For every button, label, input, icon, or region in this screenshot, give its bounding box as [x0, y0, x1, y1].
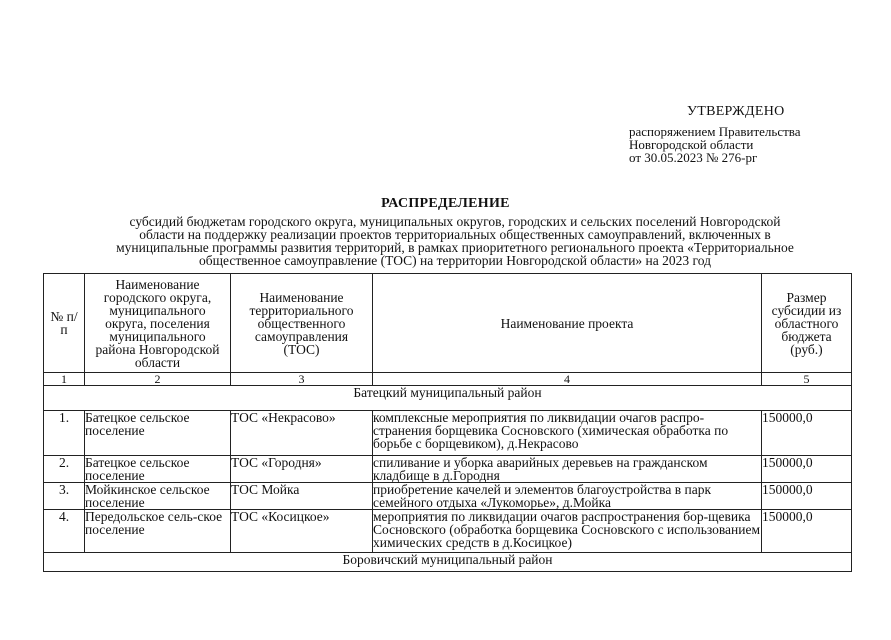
row-tos: ТОС Мойка — [231, 483, 373, 510]
column-number: 1 — [44, 373, 85, 386]
row-num: 2. — [44, 456, 85, 483]
row-subsidy: 150000,0 — [762, 456, 852, 483]
row-project: спиливание и уборка аварийных деревьев на гражданском кладбище в д.Городня — [373, 456, 762, 483]
row-num: 4. — [44, 510, 85, 553]
table-header-row — [44, 274, 852, 373]
row-num: 1. — [44, 411, 85, 456]
header-subsidy: Размер субсидии из областного бюджета (руб.) — [762, 274, 852, 373]
table-row — [44, 483, 852, 510]
row-municipality: Батецкое сельское поселение — [85, 411, 231, 456]
column-number: 2 — [85, 373, 231, 386]
row-tos: ТОС «Некрасово» — [231, 411, 373, 456]
row-tos: ТОС «Косицкое» — [231, 510, 373, 553]
row-subsidy: 150000,0 — [762, 411, 852, 456]
approval-block — [629, 125, 801, 164]
document-title: РАСПРЕДЕЛЕНИЕ — [381, 196, 510, 211]
district-name: Батецкий муниципальный район — [44, 386, 852, 411]
district-name: Боровичский муниципальный район — [44, 553, 852, 572]
district-row — [44, 386, 852, 411]
header-municipality: Наименование городского округа, муниципального округа, поселения муниципального района Новгородской области — [85, 274, 231, 373]
subtitle-line: муниципальные программы развития территорий, в рамках приоритетного регионального проекта «Территориальное — [116, 240, 794, 255]
approval-line: от 30.05.2023 № 276-рг — [629, 150, 758, 165]
column-number: 3 — [231, 373, 373, 386]
header-tos: Наименование территориального общественного самоуправления (ТОС) — [231, 274, 373, 373]
approval-line: распоряжением Правительства — [629, 124, 801, 139]
header-project: Наименование проекта — [373, 274, 762, 373]
table-row — [44, 411, 852, 456]
subtitle-line: области на поддержку реализации проектов территориальных общественных самоуправлений, включенных в — [139, 227, 771, 242]
row-tos: ТОС «Городня» — [231, 456, 373, 483]
subtitle-line: субсидий бюджетам городского округа, муниципальных округов, городских и сельских поселений Новгородской — [129, 214, 781, 229]
column-number: 5 — [762, 373, 852, 386]
row-project: комплексные мероприятия по ликвидации очагов распро-странения борщевика Сосновского (химическая обработка по борьбе с борщевиком), д.Некрасово — [373, 411, 762, 456]
row-project: мероприятия по ликвидации очагов распространения бор-щевика Сосновского (обработка борщевика Сосновского с использованием химических средств в д.Косицкое) — [373, 510, 762, 553]
document-subtitle — [70, 215, 840, 267]
row-subsidy: 150000,0 — [762, 510, 852, 553]
district-row — [44, 553, 852, 572]
row-municipality: Мойкинское сельское поселение — [85, 483, 231, 510]
distribution-table — [43, 273, 852, 572]
column-number-row — [44, 373, 852, 386]
row-municipality: Батецкое сельское поселение — [85, 456, 231, 483]
column-number: 4 — [373, 373, 762, 386]
row-num: 3. — [44, 483, 85, 510]
row-project: приобретение качелей и элементов благоустройства в парк семейного отдыха «Лукоморье», д.Мойка — [373, 483, 762, 510]
table-row — [44, 510, 852, 553]
row-municipality: Передольское сель-ское поселение — [85, 510, 231, 553]
approval-title: УТВЕРЖДЕНО — [687, 104, 785, 119]
row-subsidy: 150000,0 — [762, 483, 852, 510]
header-num: № п/п — [44, 274, 85, 373]
subtitle-line: общественное самоуправление (ТОС) на территории Новгородской области» на 2023 год — [199, 253, 711, 268]
approval-line: Новгородской области — [629, 137, 754, 152]
table-row — [44, 456, 852, 483]
